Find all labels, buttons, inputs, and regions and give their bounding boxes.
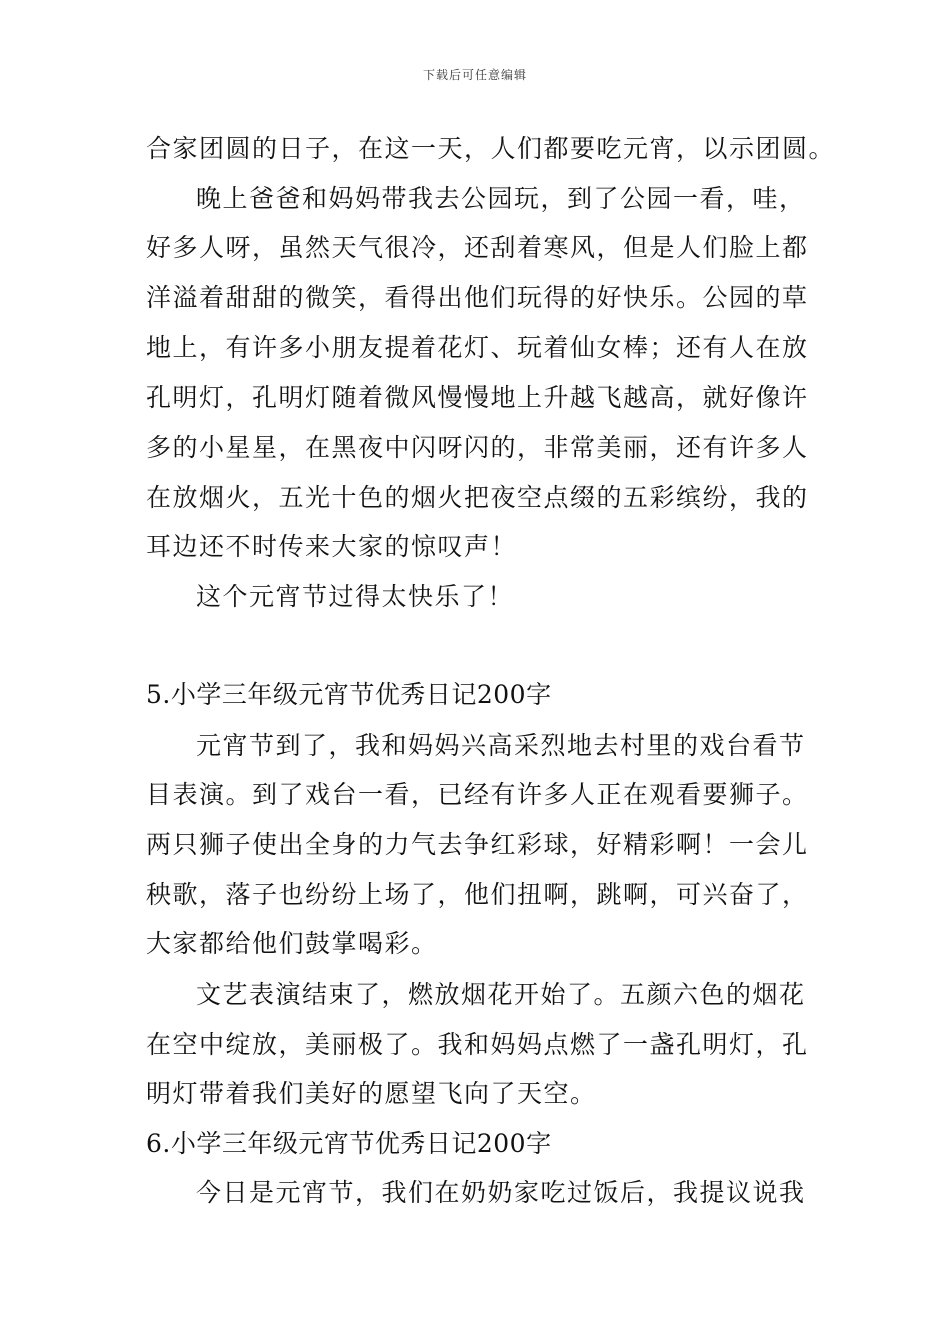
section-heading: 5.小学三年级元宵节优秀日记200字: [146, 680, 552, 709]
paragraph-first-line: 这个元宵节过得太快乐了！: [196, 582, 515, 611]
text-line: 耳边还不时传来大家的惊叹声！: [146, 532, 518, 561]
text-line: 两只狮子使出全身的力气去争红彩球，好精彩啊！一会儿: [146, 830, 809, 859]
text-line: 好多人呀，虽然天气很冷，还刮着寒风，但是人们脸上都: [146, 233, 809, 262]
paragraph-first-line: 今日是元宵节，我们在奶奶家吃过饭后，我提议说我: [196, 1178, 806, 1207]
page-header-note: 下载后可任意编辑: [422, 68, 527, 82]
section-heading: 6.小学三年级元宵节优秀日记200字: [146, 1129, 552, 1158]
text-line: 明灯带着我们美好的愿望飞向了天空。: [146, 1079, 597, 1108]
text-line: 大家都给他们鼓掌喝彩。: [146, 929, 438, 958]
paragraph-first-line: 晚上爸爸和妈妈带我去公园玩，到了公园一看，哇，: [196, 184, 806, 213]
paragraph-first-line: 元宵节到了，我和妈妈兴高采烈地去村里的戏台看节: [196, 731, 806, 760]
text-line: 秧歌，落子也纷纷上场了，他们扭啊，跳啊，可兴奋了，: [146, 880, 809, 909]
text-line: 洋溢着甜甜的微笑，看得出他们玩得的好快乐。公园的草: [146, 283, 809, 312]
text-line: 在空中绽放，美丽极了。我和妈妈点燃了一盏孔明灯，孔: [146, 1030, 809, 1059]
paragraph-first-line: 文艺表演结束了，燃放烟花开始了。五颜六色的烟花: [196, 980, 806, 1009]
text-line: 合家团圆的日子，在这一天，人们都要吃元宵，以示团圆。: [146, 134, 836, 163]
text-line: 地上，有许多小朋友提着花灯、玩着仙女棒；还有人在放: [146, 333, 809, 362]
text-line: 目表演。到了戏台一看，已经有许多人正在观看要狮子。: [146, 780, 809, 809]
text-line: 在放烟火，五光十色的烟火把夜空点缀的五彩缤纷，我的: [146, 483, 809, 512]
text-line: 孔明灯，孔明灯随着微风慢慢地上升越飞越高，就好像许: [146, 383, 809, 412]
text-line: 多的小星星，在黑夜中闪呀闪的，非常美丽，还有许多人: [146, 433, 809, 462]
